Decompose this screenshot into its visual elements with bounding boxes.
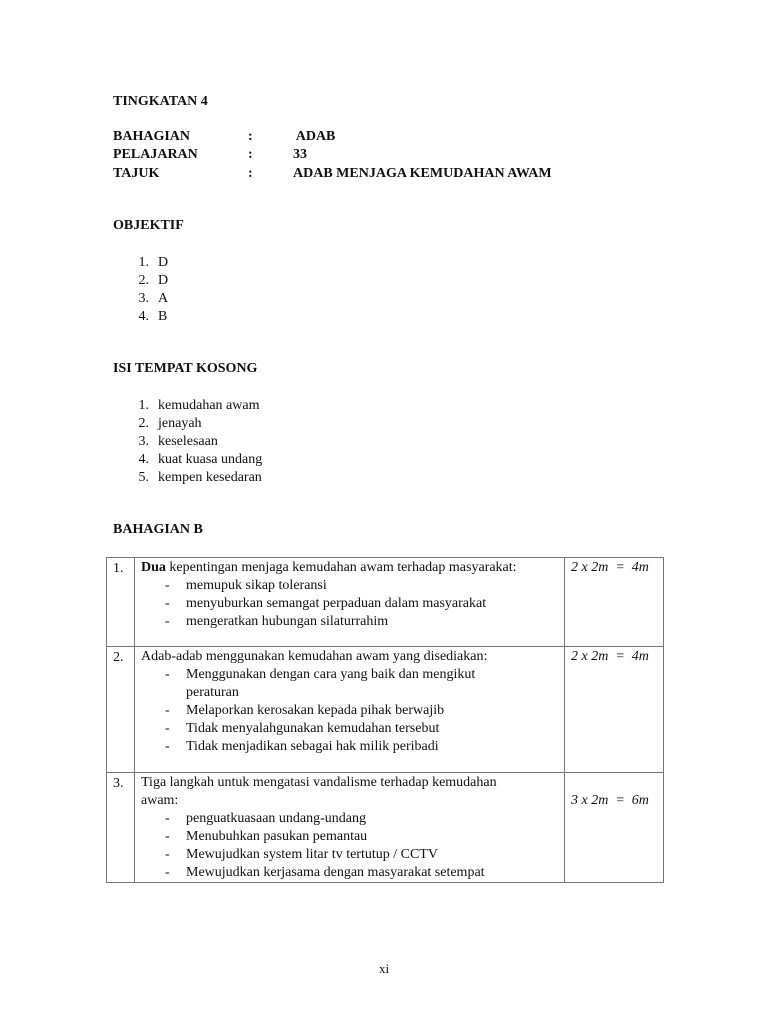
info-sep: :	[248, 147, 253, 162]
row-content	[135, 558, 565, 647]
bullet-dash: -	[165, 829, 170, 844]
lead-text: kepentingan menjaga kemudahan awam terhadap masyarakat:	[165, 560, 517, 575]
bullet-dash: -	[165, 721, 170, 736]
objektif-heading: OBJEKTIF	[113, 218, 184, 233]
info-key: PELAJARAN	[113, 147, 198, 162]
item-text: kemudahan awam	[158, 398, 260, 413]
item-number: 2.	[138, 416, 149, 431]
item-number: 5.	[138, 470, 149, 485]
bullet-item	[141, 595, 558, 613]
bullet-text: Tidak menjadikan sebagai hak milik peribadi	[186, 739, 439, 754]
item-number: 1.	[138, 398, 149, 413]
bullet-item	[141, 864, 558, 882]
bullet-dash: -	[165, 703, 170, 718]
bullet-dash: -	[165, 667, 170, 682]
item-number: 2.	[138, 273, 149, 288]
item-number: 4.	[138, 452, 149, 467]
info-key: TAJUK	[113, 166, 160, 181]
question-lead	[141, 774, 521, 810]
bullet-item	[141, 613, 558, 631]
bullet-dash: -	[165, 596, 170, 611]
row-number: 2.	[107, 647, 135, 773]
bullet-item	[141, 577, 558, 595]
question-lead	[141, 648, 558, 666]
question-lead	[141, 559, 558, 577]
bullet-dash: -	[165, 578, 170, 593]
bullet-text: Tidak menyalahgunakan kemudahan tersebut	[186, 721, 440, 736]
bullet-dash: -	[165, 811, 170, 826]
info-sep: :	[248, 166, 253, 181]
row-content	[135, 773, 565, 883]
lead-bold: Dua	[141, 560, 166, 575]
bullet-item	[141, 702, 558, 720]
bullet-text: memupuk sikap toleransi	[186, 578, 327, 593]
info-value: ADAB	[293, 129, 336, 144]
info-key: BAHAGIAN	[113, 129, 191, 144]
bullet-text: penguatkuasaan undang-undang	[186, 811, 366, 826]
row-marks: 2 x 2m = 4m	[565, 558, 664, 647]
row-number: 1.	[107, 558, 135, 647]
table-row	[107, 773, 664, 883]
row-number: 3.	[107, 773, 135, 883]
item-text: A	[158, 291, 169, 306]
bullet-text: menyuburkan semangat perpaduan dalam masyarakat	[186, 596, 487, 611]
bullet-text: Melaporkan kerosakan kepada pihak berwajib	[186, 703, 445, 718]
item-number: 3.	[138, 291, 149, 306]
item-text: keselesaan	[158, 434, 218, 449]
item-text: jenayah	[158, 416, 202, 431]
info-value: ADAB MENJAGA KEMUDAHAN AWAM	[293, 166, 552, 181]
bullet-dash: -	[165, 865, 170, 880]
bullet-dash: -	[165, 739, 170, 754]
bullet-text: mengeratkan hubungan silaturrahim	[186, 614, 389, 629]
item-number: 4.	[138, 309, 149, 324]
item-text: kuat kuasa undang	[158, 452, 263, 467]
row-content	[135, 647, 565, 773]
item-text: D	[158, 273, 169, 288]
row-marks: 2 x 2m = 4m	[565, 647, 664, 773]
answer-table	[106, 557, 664, 883]
bullet-text: Menggunakan dengan cara yang baik dan mengikut peraturan	[186, 667, 476, 700]
bahagian-b-heading: BAHAGIAN B	[113, 522, 203, 537]
bullet-text: Menubuhkan pasukan pemantau	[186, 829, 368, 844]
info-sep: :	[248, 129, 253, 144]
lead-text: Adab-adab menggunakan kemudahan awam yang disediakan:	[141, 649, 488, 664]
info-value: 33	[293, 147, 307, 162]
lead-text: Tiga langkah untuk mengatasi vandalisme terhadap kemudahan awam:	[141, 775, 497, 808]
bullet-item	[141, 720, 558, 738]
level-heading: TINGKATAN 4	[113, 94, 208, 109]
isi-heading: ISI TEMPAT KOSONG	[113, 361, 258, 376]
item-text: kempen kesedaran	[158, 470, 262, 485]
item-number: 3.	[138, 434, 149, 449]
bullet-dash: -	[165, 847, 170, 862]
table-row	[107, 647, 664, 773]
bullet-text: Mewujudkan kerjasama dengan masyarakat setempat	[186, 865, 485, 880]
bullet-dash: -	[165, 614, 170, 629]
table-row	[107, 558, 664, 647]
bullet-item	[141, 846, 558, 864]
bullet-item	[141, 828, 558, 846]
item-number: 1.	[138, 255, 149, 270]
row-marks: 3 x 2m = 6m	[565, 773, 664, 883]
page-number: xi	[378, 961, 390, 976]
bullet-item	[141, 666, 558, 702]
item-text: D	[158, 255, 169, 270]
bullet-text: Mewujudkan system litar tv tertutup / CCTV	[186, 847, 438, 862]
item-text: B	[158, 309, 168, 324]
bullet-item	[141, 738, 558, 756]
bullet-item	[141, 810, 558, 828]
